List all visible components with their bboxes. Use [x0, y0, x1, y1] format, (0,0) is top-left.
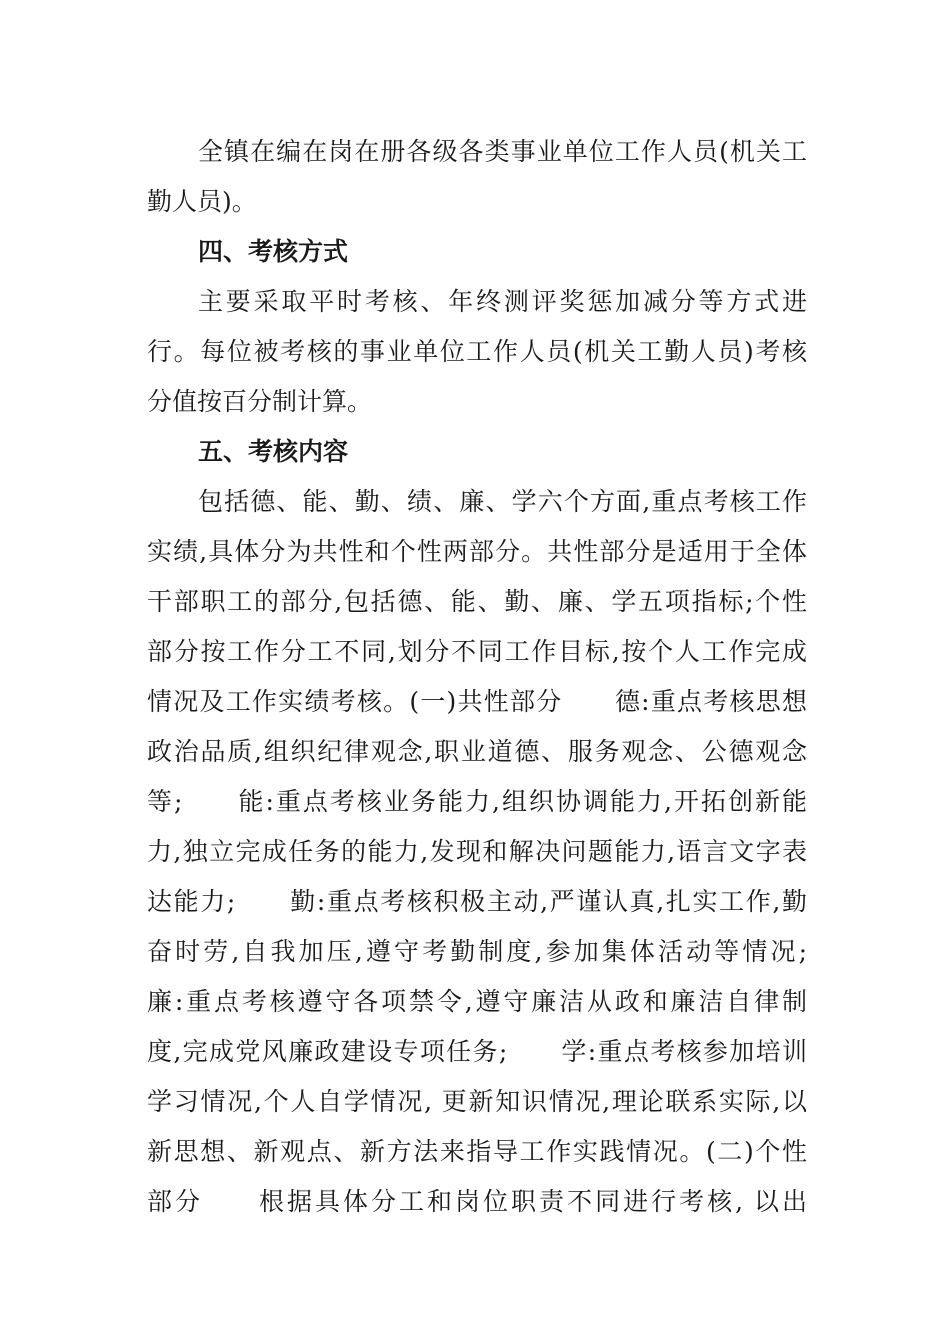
paragraph-line: 实绩,具体分为共性和个性两部分。共性部分是适用于全体	[147, 537, 807, 566]
paragraph-line: 干部职工的部分,包括德、能、勤、廉、学五项指标;个性	[147, 587, 807, 616]
paragraph-line: 分值按百分制计算。	[147, 387, 373, 416]
paragraph-line: 力,独立完成任务的能力,发现和解决问题能力,语言文字表	[147, 837, 807, 866]
paragraph-line: 行。每位被考核的事业单位工作人员(机关工勤人员)考核	[147, 337, 807, 366]
paragraph-line: 达能力; 勤:重点考核积极主动,严谨认真,扎实工作,勤	[147, 887, 807, 916]
section-heading: 四、考核方式	[198, 237, 349, 266]
paragraph-line: 度,完成党风廉政建设专项任务; 学:重点考核参加培训	[147, 1037, 807, 1066]
paragraph-line: 等; 能:重点考核业务能力,组织协调能力,开拓创新能	[147, 787, 807, 816]
paragraph-line: 全镇在编在岗在册各级各类事业单位工作人员(机关工	[198, 137, 807, 166]
paragraph-line: 新思想、新观点、新方法来指导工作实践情况。(二)个性	[147, 1137, 807, 1166]
paragraph-line: 情况及工作实绩考核。(一)共性部分 德:重点考核思想	[147, 687, 807, 716]
paragraph-line: 奋时劳,自我加压,遵守考勤制度,参加集体活动等情况;	[147, 937, 807, 966]
paragraph-line: 勤人员)。	[147, 187, 257, 216]
paragraph-line: 学习情况,个人自学情况, 更新知识情况,理论联系实际,以	[147, 1087, 807, 1116]
paragraph-line: 廉:重点考核遵守各项禁令,遵守廉洁从政和廉洁自律制	[147, 987, 807, 1016]
paragraph-line: 部分按工作分工不同,划分不同工作目标,按个人工作完成	[147, 637, 807, 666]
paragraph-line: 包括德、能、勤、绩、廉、学六个方面,重点考核工作	[198, 487, 807, 516]
paragraph-line: 部分 根据具体分工和岗位职责不同进行考核, 以出	[147, 1187, 807, 1216]
section-heading: 五、考核内容	[198, 437, 349, 466]
paragraph-line: 政治品质,组织纪律观念,职业道德、服务观念、公德观念	[147, 737, 807, 766]
paragraph-line: 主要采取平时考核、年终测评奖惩加减分等方式进	[198, 287, 807, 316]
